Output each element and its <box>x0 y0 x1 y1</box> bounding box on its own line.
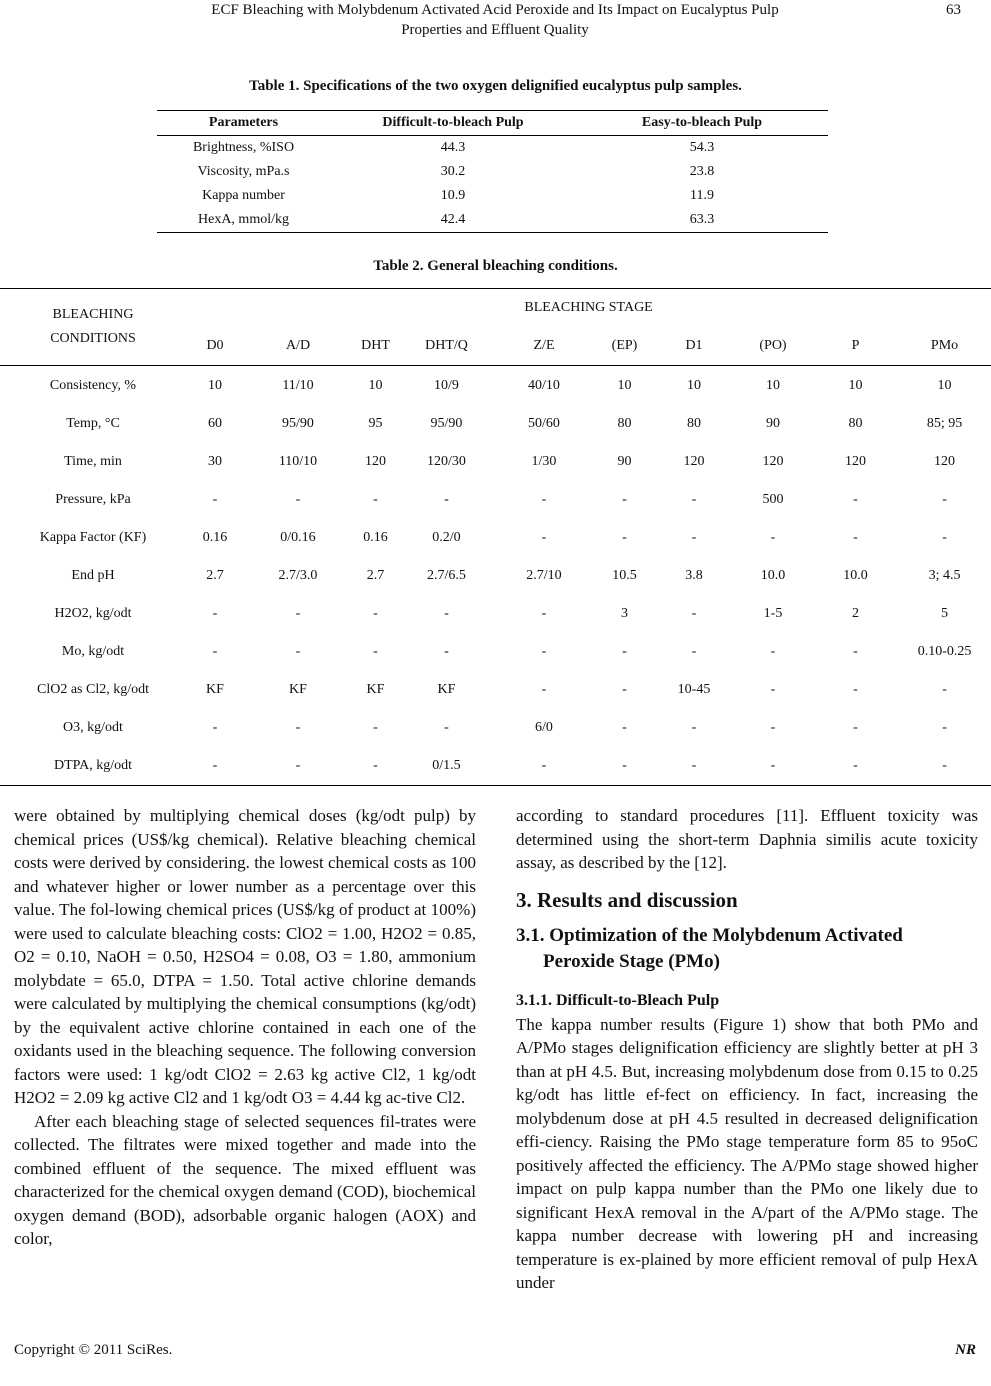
table2-cell: - <box>770 644 776 659</box>
subsubsection-heading: 3.1.1. Difficult-to-Bleach Pulp <box>516 991 720 1009</box>
table2-cell: - <box>942 720 947 735</box>
table2-cell: - <box>853 720 858 735</box>
table2-cell: 11/10 <box>282 377 314 393</box>
table2-cell: - <box>770 530 776 545</box>
table2-cell: 0/0.16 <box>280 530 316 545</box>
table2-cell: - <box>594 747 655 786</box>
table2-row-label: Pressure, kPa <box>55 492 131 507</box>
table1-cell: 44.3 <box>440 140 466 155</box>
table2-stage-header: (EP) <box>594 327 655 366</box>
table2-cell: - <box>853 492 858 507</box>
table1-cell: 11.9 <box>690 188 714 203</box>
table2-cell: - <box>352 747 399 786</box>
table2-cell: 60 <box>208 416 222 431</box>
table2-stage-header: (PO) <box>733 327 813 366</box>
table2-cell: - <box>444 644 449 659</box>
table2-cell: 110/10 <box>278 454 318 469</box>
table2-cell: - <box>541 606 547 621</box>
table1 <box>157 110 828 233</box>
table2-stage-header: D0 <box>186 327 244 366</box>
table2-cell: - <box>622 682 627 697</box>
table2-cell: 120 <box>934 454 956 469</box>
table2-cell: - <box>444 606 449 621</box>
table2-cell: - <box>494 747 594 786</box>
table1-cell: 54.3 <box>689 140 715 155</box>
table2-cell: - <box>244 747 352 786</box>
table2-row <box>0 481 991 519</box>
table2-cell: 500 <box>762 492 784 507</box>
table2-cell: 120 <box>845 454 866 469</box>
table1-header: Easy-to-bleach Pulp <box>576 111 828 136</box>
table2-corner-header <box>0 289 186 366</box>
table2-cell: 10 <box>766 377 780 393</box>
table2-cell: - <box>212 492 218 507</box>
table2-cell: - <box>770 682 776 697</box>
table2-cell: - <box>212 606 218 621</box>
table2-cell: - <box>853 530 858 545</box>
table1-cell: Kappa number <box>202 188 285 203</box>
table2-cell: - <box>691 720 697 735</box>
left-column <box>14 804 476 1251</box>
table2-cell: - <box>541 644 547 659</box>
table2-cell: 10 <box>848 377 863 393</box>
table1-cell: 10.9 <box>440 188 466 203</box>
table2-cell: - <box>622 720 627 735</box>
table2-cell: - <box>541 530 547 545</box>
table2-cell: 3.8 <box>685 568 703 583</box>
table2-cell: - <box>373 720 378 735</box>
subsection-heading-line-1: 3.1. Optimization of the Molybdenum Activated <box>516 924 903 946</box>
table2-cell: - <box>444 492 449 507</box>
table2-row <box>0 747 991 786</box>
subsection-heading <box>516 923 978 975</box>
table2-row-label: DTPA, kg/odt <box>0 747 186 786</box>
table2 <box>0 288 991 786</box>
table2-cell: KF <box>206 682 224 697</box>
table2-cell: - <box>622 644 627 659</box>
table2-cell: 10.0 <box>760 568 786 583</box>
table2-cell: - <box>373 644 378 659</box>
table2-cell: 95/90 <box>282 416 314 431</box>
table2-cell: 95 <box>368 416 383 431</box>
table2-cell: 90 <box>766 416 780 431</box>
table2-cell: 10 <box>617 377 632 393</box>
table2-cell: - <box>295 644 301 659</box>
table2-stage-header: A/D <box>244 327 352 366</box>
table2-cell: - <box>212 644 218 659</box>
table2-cell: - <box>942 492 947 507</box>
body-paragraph: according to standard procedures [11]. Effluent toxicity was determined using the short-term Daphnia similis acute toxicity assay, as described by the [12]. <box>516 806 978 872</box>
table2-cell: 120 <box>683 454 705 469</box>
table2-stage-header: DHT/Q <box>399 327 494 366</box>
table2-row <box>0 595 991 633</box>
table2-row-label: Kappa Factor (KF) <box>39 530 147 545</box>
table2-cell: - <box>622 492 627 507</box>
table2-cell: 2 <box>852 606 859 621</box>
table2-cell: - <box>373 492 378 507</box>
table2-cell: - <box>212 720 218 735</box>
table2-row <box>0 633 991 671</box>
table2-cell: 3 <box>621 606 628 621</box>
body-paragraph: The kappa number results (Figure 1) show that both PMo and A/PMo stages delignification efficiency are slightly better at pH 3 than at pH 4.5. But, increasing molybdenum dose from 0.15 to 0.25 kg/odt has little ef-fect on efficiency. In fact, increasing the molybdenum dose at pH 4.5 resulted in decreased delignification effi-ciency. Raising the PMo stage temperature form 85 to 95oC positively affected the efficiency. The A/PMo stage showed higher impact on pulp kappa number than the PMo one likely due to significant HexA removal in the A/part of the A/PMo stage. The kappa number decrease with lowering pH and increasing temperature is ex-plained by more efficient removal of pulp HexA under <box>516 1014 978 1292</box>
table2-cell: - <box>691 530 697 545</box>
table2-cell: 10/9 <box>434 377 459 393</box>
table2-cell: 85; 95 <box>926 416 963 431</box>
table2-row <box>0 366 991 406</box>
table2-cell: - <box>942 682 947 697</box>
table2-cell: 10-45 <box>677 682 711 697</box>
table2-cell: 30 <box>208 454 222 469</box>
table2-cell: KF <box>366 682 385 697</box>
table2-cell: 80 <box>687 416 701 431</box>
table1-header: Difficult-to-bleach Pulp <box>330 111 576 136</box>
table2-cell: - <box>444 720 449 735</box>
table1-row <box>157 208 828 233</box>
table2-group-header: BLEACHING STAGE <box>186 289 991 328</box>
table2-cell: 1/30 <box>531 454 557 469</box>
table2-cell: 95/90 <box>430 416 463 431</box>
table2-cell: - <box>733 747 813 786</box>
table2-cell: 2.7/10 <box>526 568 562 583</box>
table2-cell: 40/10 <box>528 377 560 393</box>
table2-cell: - <box>770 720 776 735</box>
table2-cell: - <box>898 747 991 786</box>
table2-cell: 0/1.5 <box>399 747 494 786</box>
table2-cell: 90 <box>617 454 632 469</box>
table2-cell: KF <box>289 682 307 697</box>
table2-cell: 10 <box>937 377 952 393</box>
table2-cell: - <box>691 606 697 621</box>
table2-cell: 2.7/3.0 <box>278 568 318 583</box>
table2-caption: Table 2. General bleaching conditions. <box>373 258 618 274</box>
table2-cell: 6/0 <box>535 720 553 735</box>
table2-cell: - <box>691 644 697 659</box>
table2-row-label: End pH <box>71 568 115 583</box>
table1-cell: Viscosity, mPa.s <box>197 164 290 179</box>
table2-cell: 80 <box>848 416 863 431</box>
table2-row-label: Temp, °C <box>66 416 120 431</box>
table1-row <box>157 160 828 184</box>
table1-cell: Brightness, %ISO <box>192 140 295 155</box>
table2-cell: 80 <box>617 416 632 431</box>
table1-cell: 30.2 <box>440 164 466 179</box>
table2-cell: 10 <box>687 377 701 393</box>
table2-cell: - <box>186 747 244 786</box>
table2-row-label: O3, kg/odt <box>63 720 123 735</box>
table2-cell: 2.7/6.5 <box>427 568 466 583</box>
table2-stage-header: DHT <box>352 327 399 366</box>
table2-cell: 0.16 <box>202 530 228 545</box>
table2-cell: 2.7 <box>366 568 385 583</box>
table2-cell: - <box>541 492 547 507</box>
table2-row-label: H2O2, kg/odt <box>54 606 132 621</box>
table2-cell: 120 <box>365 454 386 469</box>
running-title <box>120 0 870 40</box>
table2-row <box>0 557 991 595</box>
table1-caption: Table 1. Specifications of the two oxygen delignified eucalyptus pulp samples. <box>249 78 742 94</box>
body-paragraph: After each bleaching stage of selected sequences fil-trates were collected. The filtrates were mixed together and made into the combined effluent of the sequence. The mixed effluent was characterized for the chemical oxygen demand (COD), biochemical oxygen demand (BOD), adsorbable organic halogen (AOX) and color, <box>14 1111 476 1248</box>
table2-cell: 10.0 <box>843 568 868 583</box>
table2-cell: - <box>942 530 947 545</box>
table2-cell: - <box>373 606 378 621</box>
table2-row-label: Mo, kg/odt <box>61 644 125 659</box>
table2-cell: - <box>622 530 627 545</box>
running-title-line-1: ECF Bleaching with Molybdenum Activated Acid Peroxide and Its Impact on Eucalyptus Pulp <box>211 2 779 18</box>
table1-row <box>157 136 828 161</box>
table2-cell: 50/60 <box>528 416 560 431</box>
table2-cell: - <box>295 606 301 621</box>
table2-row <box>0 709 991 747</box>
running-header <box>0 0 991 46</box>
table1-cell: 42.4 <box>330 208 576 233</box>
table1-header-row <box>157 111 828 136</box>
table2-cell: - <box>295 492 301 507</box>
table1-row <box>157 184 828 208</box>
subsection-heading-line-2: Peroxide Stage (PMo) <box>543 950 720 972</box>
section-heading: 3. Results and discussion <box>516 887 738 912</box>
table2-cell: 1-5 <box>763 606 783 621</box>
page-number: 63 <box>946 2 961 18</box>
running-title-line-2: Properties and Effluent Quality <box>401 22 589 38</box>
table2-cell: 120 <box>762 454 784 469</box>
table2-stage-header: P <box>813 327 898 366</box>
table2-cell: - <box>295 720 301 735</box>
table2-stage-header: PMo <box>898 327 991 366</box>
table2-cell: - <box>691 492 697 507</box>
page-footer <box>14 1342 976 1359</box>
table2-cell: 3; 4.5 <box>928 568 961 583</box>
table2-row <box>0 519 991 557</box>
table2-stage-header: Z/E <box>494 327 594 366</box>
table1-header: Parameters <box>157 111 330 136</box>
table2-cell: 0.16 <box>363 530 388 545</box>
journal-abbrev: NR <box>955 1342 976 1358</box>
table2-cell: 0.10-0.25 <box>917 644 972 659</box>
table1-cell: HexA, mmol/kg <box>157 208 330 233</box>
table2-cell: 120/30 <box>427 454 466 469</box>
copyright-notice: Copyright © 2011 SciRes. <box>14 1342 173 1358</box>
table2-group-header-row <box>0 289 991 328</box>
body-paragraph: were obtained by multiplying chemical doses (kg/odt pulp) by chemical prices (US$/kg chemical). Relative bleaching chemical costs were derived by considering. the lowest chemical costs as 100 and whatever higher or lower number as a percentage over this value. The fol-lowing chemical prices (US$/kg of product at 100%) were used to calculate bleaching costs: ClO2 = 1.00, H2O2 = 0.85, O2 = 0.10, NaOH = 0.50, H2SO4 = 0.08, O3 = 1.80, ammonium molybdate = 65.0, DTPA = 1.50. Total active chlorine demands were calculated by multiplying the chemical consumptions (kg/odt) by the equivalent active chlorine contained in each one of the oxidants used in the bleaching sequence. The following conversion factors were used: 1 kg/odt ClO2 = 2.63 kg active Cl2, 1 kg/odt H2O2 = 2.09 kg active Cl2 and 1 kg/odt O3 = 4.44 kg ac-tive Cl2. <box>14 806 476 1107</box>
table2-row <box>0 405 991 443</box>
right-column <box>516 804 978 1295</box>
table2-cell: 5 <box>941 606 949 621</box>
table2-cell: 0.2/0 <box>432 530 461 545</box>
table2-corner-header-text: BLEACHING CONDITIONS <box>50 307 136 346</box>
table1-cell: 63.3 <box>576 208 828 233</box>
table2-cell: 10 <box>208 377 222 393</box>
table2-stage-header: D1 <box>655 327 733 366</box>
table2-row-label: Time, min <box>64 454 122 469</box>
table2-row <box>0 671 991 709</box>
table2-cell: 10.5 <box>612 568 637 583</box>
table2-cell: - <box>853 682 858 697</box>
table2-cell: 10 <box>368 377 383 393</box>
table2-cell: - <box>813 747 898 786</box>
table2-cell: KF <box>437 682 456 697</box>
table2-row-label: Consistency, % <box>49 377 137 393</box>
table1-cell: 23.8 <box>689 164 715 179</box>
table2-row-label: ClO2 as Cl2, kg/odt <box>36 682 149 697</box>
table2-cell: 2.7 <box>206 568 224 583</box>
table2-cell: - <box>655 747 733 786</box>
table2-cell: - <box>541 682 547 697</box>
table2-row <box>0 443 991 481</box>
table2-cell: - <box>853 644 858 659</box>
